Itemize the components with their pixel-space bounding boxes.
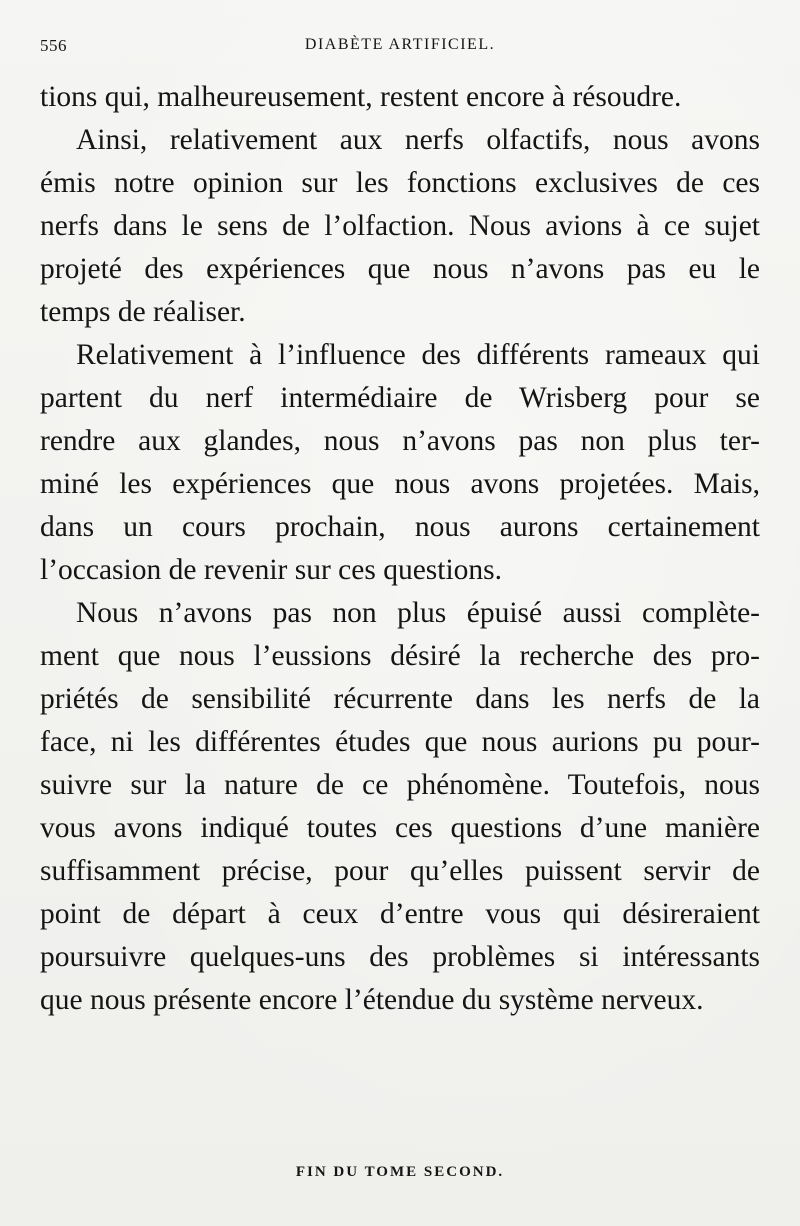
text-line: priétés de sensibilité récurrente dans les nerfs de la	[40, 683, 760, 715]
text-line: temps de réaliser.	[40, 296, 246, 328]
text-line: rendre aux glandes, nous n’avons pas non plus ter-	[40, 425, 760, 457]
text-line: projeté des expériences que nous n’avons pas eu le	[40, 253, 760, 285]
text-line: face, ni les différentes études que nous aurions pu pour-	[40, 726, 760, 758]
end-of-volume-note: FIN DU TOME SECOND.	[295, 1164, 505, 1180]
text-line: émis notre opinion sur les fonctions exclusives de ces	[40, 167, 760, 199]
text-line: l’occasion de revenir sur ces questions.	[40, 554, 503, 586]
text-line: vous avons indiqué toutes ces questions d’une manière	[40, 812, 760, 844]
paragraph	[40, 334, 760, 592]
text-line: point de départ à ceux d’entre vous qui désireraient	[40, 898, 760, 930]
text-line: Nous n’avons pas non plus épuisé aussi complète-	[76, 597, 760, 629]
running-head	[40, 36, 760, 60]
text-line: miné les expériences que nous avons projetées. Mais,	[40, 468, 760, 500]
text-line: que nous présente encore l’étendue du système nerveux.	[40, 984, 704, 1016]
paragraph	[40, 592, 760, 1022]
page-number: 556	[40, 36, 67, 55]
body-text	[40, 76, 760, 1022]
text-line: nerfs dans le sens de l’olfaction. Nous avions à ce sujet	[40, 210, 760, 242]
text-line: ment que nous l’eussions désiré la recherche des pro-	[40, 640, 760, 672]
text-line: Relativement à l’influence des différents rameaux qui	[76, 339, 760, 371]
running-title: DIABÈTE ARTIFICIEL.	[304, 36, 496, 53]
paragraph	[40, 76, 760, 119]
text-line: tions qui, malheureusement, restent encore à résoudre.	[40, 81, 682, 113]
paragraph	[40, 119, 760, 334]
text-line: dans un cours prochain, nous aurons certainement	[40, 511, 760, 543]
text-line: partent du nerf intermédiaire de Wrisberg pour se	[40, 382, 760, 414]
text-line: poursuivre quelques-uns des problèmes si intéressants	[40, 941, 760, 973]
text-line: suivre sur la nature de ce phénomène. Toutefois, nous	[40, 769, 760, 801]
text-line: Ainsi, relativement aux nerfs olfactifs, nous avons	[76, 124, 760, 156]
text-line: suffisamment précise, pour qu’elles puissent servir de	[40, 855, 760, 887]
